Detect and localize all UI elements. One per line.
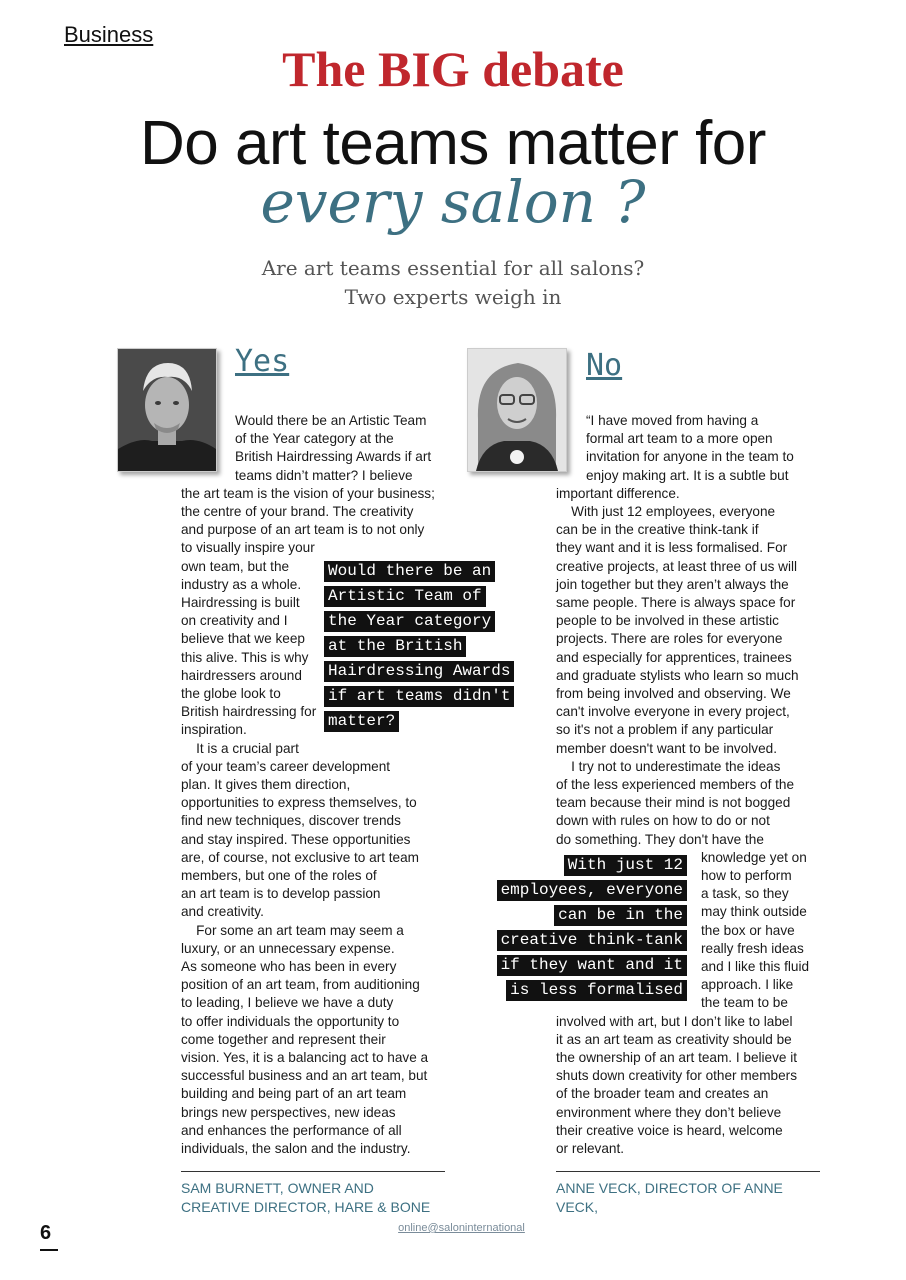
no-body-line: how to perform	[701, 868, 792, 883]
no-body-line: projects. There are roles for everyone	[556, 631, 783, 647]
page-number-underline	[40, 1249, 58, 1251]
no-body-line: or relevant.	[556, 1141, 625, 1156]
yes-body-line: For some an art team may seem a	[181, 922, 404, 938]
headline-script: every salon ?	[260, 168, 646, 236]
yes-body-line: find new techniques, discover trends	[181, 813, 401, 829]
no-body-line: formal art team to a more open	[586, 431, 773, 447]
yes-body-line: own team, but the	[181, 558, 290, 574]
section-label: Business	[64, 22, 154, 47]
pull-quote-line: can be in the	[554, 905, 687, 926]
yes-body-line: of the Year category at the	[235, 431, 394, 447]
no-body-line: and I like this fluid	[701, 959, 810, 974]
yes-byline-rule	[181, 1171, 445, 1172]
no-body-line: so it's not a problem if any particular	[556, 722, 774, 738]
kicker-title: The BIG debate	[282, 41, 624, 97]
portrait-man-image	[118, 349, 216, 471]
yes-body-line: members, but one of the roles of	[181, 868, 377, 883]
no-body-line: a task, so they	[701, 886, 789, 902]
yes-body-line: teams didn’t matter? I believe	[235, 467, 413, 483]
no-body-line: I try not to underestimate the ideas	[556, 758, 781, 774]
yes-body-line: of your team’s career development	[181, 758, 391, 774]
no-body-line: and graduate stylists who learn so much	[556, 667, 799, 683]
yes-body-line: opportunities to express themselves, to	[181, 795, 417, 811]
no-body-line: important difference.	[556, 485, 680, 501]
yes-byline	[181, 1179, 430, 1217]
pull-quote-line: at the British	[324, 636, 466, 657]
no-body-line: enjoy making art. It is a subtle but	[586, 467, 789, 483]
no-body-line: “I have moved from having a	[586, 413, 759, 428]
yes-body-line: this alive. This is why	[181, 649, 309, 665]
no-byline-rule	[556, 1171, 820, 1172]
byline-line: CREATIVE DIRECTOR, HARE & BONE	[181, 1199, 431, 1215]
pull-quote-line: Would there be an	[324, 561, 495, 582]
no-body-line: involved with art, but I don’t like to label	[556, 1013, 793, 1029]
yes-body-line: the centre of your brand. The creativity	[181, 504, 414, 519]
byline-line: ANNE VECK, DIRECTOR OF ANNE	[556, 1180, 783, 1196]
yes-heading: Yes	[235, 344, 290, 379]
no-body-line: the ownership of an art team. I believe it	[556, 1050, 798, 1065]
standfirst	[0, 254, 906, 312]
yes-body-line: British hairdressing for	[181, 704, 317, 720]
yes-body-line: brings new perspectives, new ideas	[181, 1104, 396, 1120]
no-body-line: from being involved and observing. We	[556, 686, 791, 701]
yes-body-line: are, of course, not exclusive to art team	[181, 849, 420, 865]
no-body-line: their creative voice is heard, welcome	[556, 1122, 783, 1138]
page-number: 6	[40, 1222, 52, 1244]
pull-quote-line: With just 12	[564, 855, 687, 876]
no-body-line: really fresh ideas	[701, 940, 804, 956]
no-body-line: invitation for anyone in the team to	[586, 449, 794, 465]
pull-quote-line: if they want and it	[497, 955, 687, 976]
yes-body-line: Hairdressing is built	[181, 595, 300, 610]
yes-body-line: on creativity and I	[181, 613, 288, 629]
yes-body-line: Would there be an Artistic Team	[235, 413, 427, 428]
pull-quote-line: the Year category	[324, 611, 495, 632]
yes-body-line: the globe look to	[181, 686, 281, 701]
standfirst-line: Two experts weigh in	[344, 285, 562, 309]
no-body-line: can be in the creative think-tank if	[556, 522, 759, 538]
no-body-line: approach. I like	[701, 977, 794, 993]
pull-quote-line: if art teams didn't	[324, 686, 514, 707]
yes-body-line: to visually inspire your	[181, 540, 315, 556]
yes-body-line: plan. It gives them direction,	[181, 777, 351, 792]
pull-quote-line: is less formalised	[506, 980, 687, 1001]
pull-quote-line: Hairdressing Awards	[324, 661, 514, 682]
yes-body-line: vision. Yes, it is a balancing act to have a	[181, 1050, 429, 1065]
yes-body-line: successful business and an art team, but	[181, 1068, 428, 1084]
no-body-line: team because their mind is not bogged	[556, 795, 791, 811]
yes-body-line: British Hairdressing Awards if art	[235, 449, 432, 465]
no-heading: No	[586, 348, 623, 383]
no-body-line: the team to be	[701, 995, 788, 1011]
byline-line: VECK,	[556, 1199, 599, 1215]
yes-body-line: and stay inspired. These opportunities	[181, 831, 411, 847]
yes-body-line: the art team is the vision of your business;	[181, 485, 435, 501]
yes-body-line: to offer individuals the opportunity to	[181, 1013, 400, 1029]
headline: Do art teams matter for	[140, 109, 766, 178]
no-body-line: of the less experienced members of the	[556, 777, 795, 792]
no-byline	[556, 1179, 783, 1217]
yes-body-line: an art team is to develop passion	[181, 886, 381, 902]
yes-body-line: to leading, I believe we have a duty	[181, 995, 394, 1011]
sam-burnett-photo	[117, 348, 217, 472]
footer-email-link[interactable]: online@saloninternational	[398, 1222, 525, 1234]
yes-body-line: and purpose of an art team is to not only	[181, 522, 425, 538]
no-body-line: do something. They don't have the	[556, 831, 764, 847]
yes-body-line: building and being part of an art team	[181, 1086, 407, 1102]
no-body-line: can't involve everyone in every project,	[556, 704, 790, 720]
yes-body-line: inspiration.	[181, 722, 247, 738]
no-body-line: With just 12 employees, everyone	[556, 504, 776, 519]
no-body-line: of the broader team and creates an	[556, 1086, 769, 1102]
no-body-line: and especially for apprentices, trainees	[556, 649, 792, 665]
no-body-line: the box or have	[701, 922, 795, 938]
portrait-woman-image	[468, 349, 566, 471]
yes-body-line: come together and represent their	[181, 1031, 386, 1047]
no-body-line: may think outside	[701, 904, 807, 920]
no-body-line: they want and it is less formalised. For	[556, 540, 788, 556]
no-body-line: creative projects, at least three of us will	[556, 558, 798, 574]
standfirst-line: Are art teams essential for all salons?	[261, 256, 645, 280]
yes-body-line: individuals, the salon and the industry.	[181, 1141, 411, 1156]
no-body-line: environment where they don’t believe	[556, 1104, 782, 1120]
anne-veck-photo	[467, 348, 567, 472]
yes-body-line: and enhances the performance of all	[181, 1122, 402, 1138]
no-body-line: it as an art team as creativity should be	[556, 1031, 792, 1047]
byline-line: SAM BURNETT, OWNER AND	[181, 1180, 374, 1196]
no-body-line: people to be involved in these artistic	[556, 613, 779, 629]
no-body-line: member doesn't want to be involved.	[556, 740, 777, 756]
no-body-line: knowledge yet on	[701, 849, 807, 865]
no-body-line: same people. There is always space for	[556, 595, 796, 610]
yes-body-line: industry as a whole.	[181, 576, 302, 592]
yes-body-line: luxury, or an unnecessary expense.	[181, 940, 395, 956]
pull-quote-line: creative think-tank	[497, 930, 687, 951]
yes-body-line: As someone who has been in every	[181, 959, 397, 974]
pull-quote-line: matter?	[324, 711, 399, 732]
no-body-line: shuts down creativity for other members	[556, 1068, 798, 1084]
yes-body-line: believe that we keep	[181, 631, 305, 647]
pull-quote-line: employees, everyone	[497, 880, 687, 901]
yes-body-line: It is a crucial part	[181, 740, 299, 756]
yes-body-line: position of an art team, from auditioning	[181, 977, 420, 993]
no-body-line: join together but they aren’t always the	[556, 576, 789, 592]
pull-quote-line: Artistic Team of	[324, 586, 486, 607]
yes-body-line: and creativity.	[181, 904, 264, 920]
no-body-line: down with rules on how to do or not	[556, 813, 770, 829]
yes-body-line: hairdressers around	[181, 667, 302, 683]
